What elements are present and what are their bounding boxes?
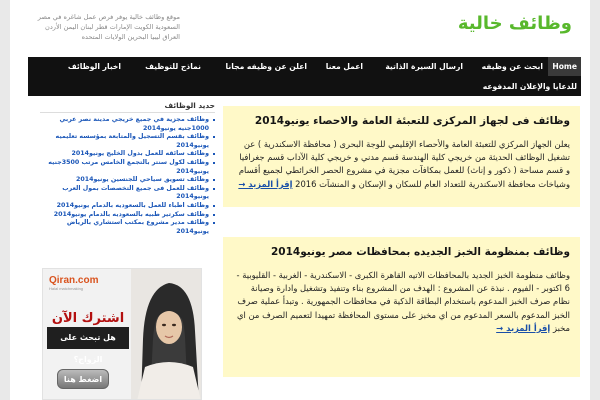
- list-item[interactable]: وظائف تسويق سياحي للجنسين يونيو2014: [40, 176, 215, 185]
- nav-item-home[interactable]: Home: [548, 57, 581, 76]
- list-item[interactable]: وظائف مدير مشروع بمكتب استشاري بالرياض يونيو2014: [40, 219, 215, 236]
- recent-jobs-list: [40, 116, 215, 236]
- read-more-link[interactable]: إقرأ المزيد →: [496, 322, 551, 333]
- post-card: [223, 106, 580, 207]
- post-excerpt-text: وظائف منظومة الخبز الجديد بالمحافظات الاتيه القاهرة الكبرى - الاسكندرية - الغربية - القليوبية - 6 اكتوبر - الفيوم . نبذة عن المشروع : الهدف من المشروع بناء وتنفيذ وتشغيل وادارة وصيانة نظام صرف الخبز المدعوم باستخدام البطاقة الذكية في محافظات الجمهورية . وتبدأ عملية صرف الخبز المدعوم بالسعر المدعوم من اي مخبز على مستوى المحافظة تمهيدا لتعميم الصرف من اي مخبز: [236, 270, 570, 333]
- sidebar: [40, 101, 215, 236]
- list-item[interactable]: وظائف سكرتير طبيه بالسعوديه بالدمام يونيو2014: [40, 211, 215, 220]
- list-item[interactable]: وظائف للعمل فى جميع التخصصات بمول العرب يونيو2014: [40, 185, 215, 202]
- list-item[interactable]: وظائف اطباء للعمل بالسعوديه بالدمام يونيو2014: [40, 202, 215, 211]
- nav-item-search-job[interactable]: ابحث عن وظيفه: [481, 62, 543, 71]
- list-item[interactable]: وظائف سائقه للعمل بدول الخليج يونيو2014: [40, 150, 215, 159]
- ad-question: هل تبحث على الزواج؟: [47, 327, 129, 349]
- post-title[interactable]: وظائف بمنظومة الخبز الجديده بمحافظات مصر يونيو2014: [270, 246, 570, 258]
- post-title[interactable]: وظائف فى لجهاز المركزى للتعبئة العامة والاحصاء يونيو2014: [254, 115, 570, 127]
- page: [10, 0, 590, 400]
- site-title[interactable]: وظائف خالية: [457, 13, 572, 34]
- list-item[interactable]: وظائف مجزية في جميع خريجي مدينة نصر عربي 1000جنيه يونيو2014: [40, 116, 215, 133]
- ad-logo-tagline: Halal matchmaking: [49, 286, 84, 291]
- list-item[interactable]: وظائف لكول سنتر بالتجمع الخامس مرتب 3500جنيه يونيو2014: [40, 159, 215, 176]
- post-excerpt-text: يعلن الجهاز المركزي للتعبئة العامة والأحصاء الإقليمي للوجة البحرى ( محافظة الاسكندرية ) عن تشغيل الوظائف الحديثة من خريجي كلية الهندسة قسم مدني و خريجي كلية الآداب قسم جغرافيا و قسم مساحة ( ذكور و إناث) للعمل بمكافآت مجزية في مشروع الحصر الخرائطي لجميع أقسام وشياخات محافظة الاسكندرية للتعداد العام للسكان و الإسكان و المنشآت 2016: [238, 139, 570, 189]
- nav-item-job-news[interactable]: اخبار الوظائف: [67, 62, 121, 71]
- post-card: [223, 237, 580, 377]
- list-item[interactable]: وظائف بقسم التسجيل والمتابعة بمؤسسه تعليميه يونيو2014: [40, 133, 215, 150]
- nav-item-post-job-free[interactable]: اعلن عن وظيفه مجانا: [225, 62, 307, 71]
- nav-item-send-cv[interactable]: ارسال السيرة الذاتية: [385, 62, 463, 71]
- nav-item-hiring-forms[interactable]: نماذج للتوظيف: [145, 62, 201, 71]
- nav-item-work-with-us[interactable]: اعمل معنا: [325, 62, 363, 71]
- advertisement-banner[interactable]: [42, 268, 202, 400]
- site-description: موقع وظائف خالية يوفر فرص عمل شاغره في مصر السعودية الكويت الإمارات قطر لبنان اليمن الأردن العراق ليبيا البحرين الولايات المتحده: [37, 13, 180, 41]
- ad-subscribe-text: اشترك الآن: [51, 311, 125, 326]
- nav-item-paid-ads[interactable]: للدعايا والإعلان المدفوعه: [482, 82, 577, 91]
- site-header: [10, 0, 590, 58]
- main-navigation: [28, 57, 581, 96]
- read-more-link[interactable]: إقرأ المزيد →: [238, 178, 293, 189]
- ad-logo: Qiran.com: [49, 275, 99, 286]
- ad-click-button[interactable]: اضغط هنا: [57, 369, 109, 389]
- post-excerpt: [233, 138, 570, 191]
- post-excerpt: [233, 269, 570, 335]
- sidebar-widget-title: حديد الوظائف: [40, 101, 215, 113]
- ad-woman-photo: [131, 269, 202, 400]
